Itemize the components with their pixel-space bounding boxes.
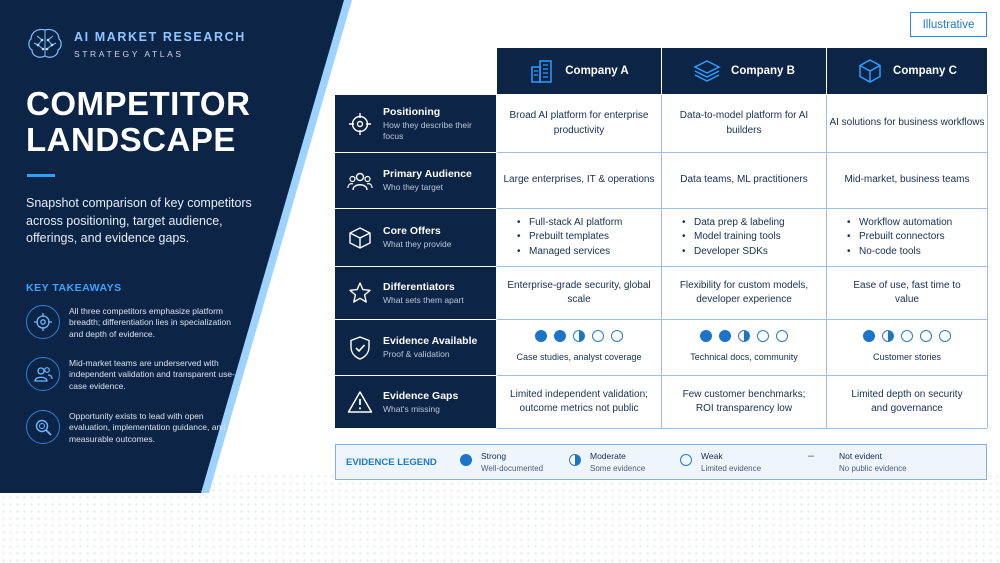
full-circle-icon (460, 454, 472, 466)
target-icon (26, 305, 60, 339)
table-cell: Data-to-model platform for AI builders (662, 95, 826, 152)
takeaway-text: All three competitors emphasize platform breadth; differentiation lies in specialization and depth of evidence. (69, 306, 231, 339)
moderate-circle-icon (882, 330, 894, 342)
people-icon (26, 357, 60, 391)
company-header (827, 48, 987, 94)
illustrative-badge: Illustrative (910, 12, 987, 37)
company-header (497, 48, 661, 94)
target-icon (347, 112, 373, 136)
table-cell (662, 209, 826, 266)
table-cell: Few customer benchmarks; ROI transparency low (662, 376, 826, 428)
row-title: Core Offers (383, 225, 441, 238)
moderate-circle-icon (573, 330, 585, 342)
list-item: • Prebuilt connectors (847, 230, 952, 245)
list-item: • Prebuilt templates (517, 230, 622, 245)
evidence-rating (535, 330, 623, 342)
row-title: Differentiators (383, 280, 455, 293)
row-header-differentiators (335, 267, 496, 319)
list-item: • Data prep & labeling (682, 216, 785, 231)
people-icon (347, 170, 373, 192)
table-cell: AI solutions for business workflows (827, 95, 987, 152)
legend-desc: Well-documented (481, 464, 544, 473)
table-cell: Data teams, ML practitioners (662, 153, 826, 208)
takeaway-item (26, 306, 241, 340)
star-icon (347, 281, 373, 305)
cube-icon (857, 58, 883, 84)
legend-desc: No public evidence (839, 464, 907, 473)
weak-circle-icon (920, 330, 932, 342)
table-cell: Large enterprises, IT & operations (497, 153, 661, 208)
row-header-evidence-gaps (335, 376, 496, 428)
company-name: Company A (565, 65, 629, 77)
page-title: COMPETITOR LANDSCAPE (26, 85, 251, 158)
left-panel (0, 0, 352, 493)
legend-desc: Some evidence (590, 464, 646, 473)
company-header (662, 48, 826, 94)
takeaway-text: Mid-market teams are underserved with independent validation and transparent use-case evidence. (69, 358, 235, 391)
grid-divider (987, 95, 988, 428)
table-cell: Enterprise-grade security, global scale (497, 267, 661, 319)
weak-circle-icon (939, 330, 951, 342)
row-header-core-offers (335, 209, 496, 266)
row-subtitle: What they provide (383, 239, 452, 250)
row-title: Positioning (383, 106, 441, 118)
search-icon (26, 410, 60, 444)
row-subtitle: What sets them apart (383, 294, 464, 305)
table-cell (827, 209, 987, 266)
row-subtitle: Who they target (383, 182, 444, 193)
strong-circle-icon (719, 330, 731, 342)
table-cell: Broad AI platform for enterprise productivity (497, 95, 661, 152)
weak-circle-icon (757, 330, 769, 342)
table-cell (827, 320, 987, 375)
row-subtitle: Proof & validation (383, 349, 450, 360)
list-item: • Managed services (517, 245, 622, 260)
legend-name: Not evident (839, 451, 882, 461)
table-cell: Mid-market, business teams (827, 153, 987, 208)
empty-circle-icon (680, 454, 692, 466)
grid-divider (497, 428, 987, 429)
legend-name: Weak (701, 451, 723, 461)
weak-circle-icon (901, 330, 913, 342)
row-title: Evidence Gaps (383, 389, 459, 402)
dash-icon: – (808, 450, 815, 462)
legend-desc: Limited evidence (701, 464, 762, 473)
brain-icon (26, 26, 64, 62)
takeaway-item (26, 411, 241, 445)
bullet-list (847, 216, 952, 260)
table-cell: Flexibility for custom models, developer experience (662, 267, 826, 319)
table-cell (662, 320, 826, 375)
page-description: Snapshot comparison of key competitors across positioning, target audience, offerings, and evidence gaps. (26, 196, 252, 245)
title-underline (27, 174, 55, 177)
evidence-rating (700, 330, 788, 342)
legend-item (680, 451, 761, 473)
moderate-circle-icon (738, 330, 750, 342)
strong-circle-icon (863, 330, 875, 342)
layers-icon (693, 58, 721, 84)
company-name: Company C (893, 65, 957, 77)
strong-circle-icon (535, 330, 547, 342)
weak-circle-icon (611, 330, 623, 342)
brand (26, 26, 246, 62)
row-title: Primary Audience (383, 168, 472, 181)
row-header-positioning (335, 95, 496, 152)
list-item: • Workflow automation (847, 216, 952, 231)
evidence-rating (863, 330, 951, 342)
weak-circle-icon (776, 330, 788, 342)
evidence-caption: Case studies, analyst coverage (516, 352, 642, 363)
warning-icon (347, 390, 373, 414)
bullet-list (517, 216, 622, 260)
list-item: • No-code tools (847, 245, 952, 260)
bullet-list (682, 216, 785, 260)
weak-circle-icon (592, 330, 604, 342)
shield-check-icon (347, 335, 373, 361)
brand-title: AI MARKET RESEARCH (74, 29, 246, 44)
evidence-caption: Technical docs, community (690, 352, 798, 363)
legend-name: Strong (481, 451, 507, 461)
evidence-caption: Customer stories (872, 352, 942, 363)
takeaway-text: Opportunity exists to lead with open evaluation, implementation guidance, and measurable outcomes. (69, 411, 226, 444)
half-circle-icon (569, 454, 581, 466)
evidence-legend (335, 444, 987, 480)
legend-item (808, 451, 907, 473)
brand-subtitle: STRATEGY ATLAS (74, 48, 184, 59)
list-item: • Full-stack AI platform (517, 216, 622, 231)
list-item: • Developer SDKs (682, 245, 785, 260)
row-header-evidence-available (335, 320, 496, 375)
takeaway-item (26, 358, 241, 392)
row-subtitle: What's missing (383, 403, 440, 414)
row-header-audience (335, 153, 496, 208)
box-icon (347, 226, 373, 250)
legend-name: Moderate (590, 451, 626, 461)
table-cell: Ease of use, fast time to value (827, 267, 987, 319)
strong-circle-icon (554, 330, 566, 342)
legend-item (569, 451, 645, 473)
table-cell (497, 209, 661, 266)
buildings-icon (529, 58, 555, 84)
table-cell (497, 320, 661, 375)
legend-item (460, 451, 543, 473)
legend-title: EVIDENCE LEGEND (346, 456, 437, 468)
table-cell: Limited depth on security and governance (827, 376, 987, 428)
company-name: Company B (731, 65, 795, 77)
table-cell: Limited independent validation; outcome metrics not public (497, 376, 661, 428)
list-item: • Model training tools (682, 230, 785, 245)
row-subtitle: How they describe their focus (383, 120, 472, 141)
strong-circle-icon (700, 330, 712, 342)
row-title: Evidence Available (383, 335, 478, 348)
key-takeaways-title: KEY TAKEAWAYS (26, 282, 122, 294)
